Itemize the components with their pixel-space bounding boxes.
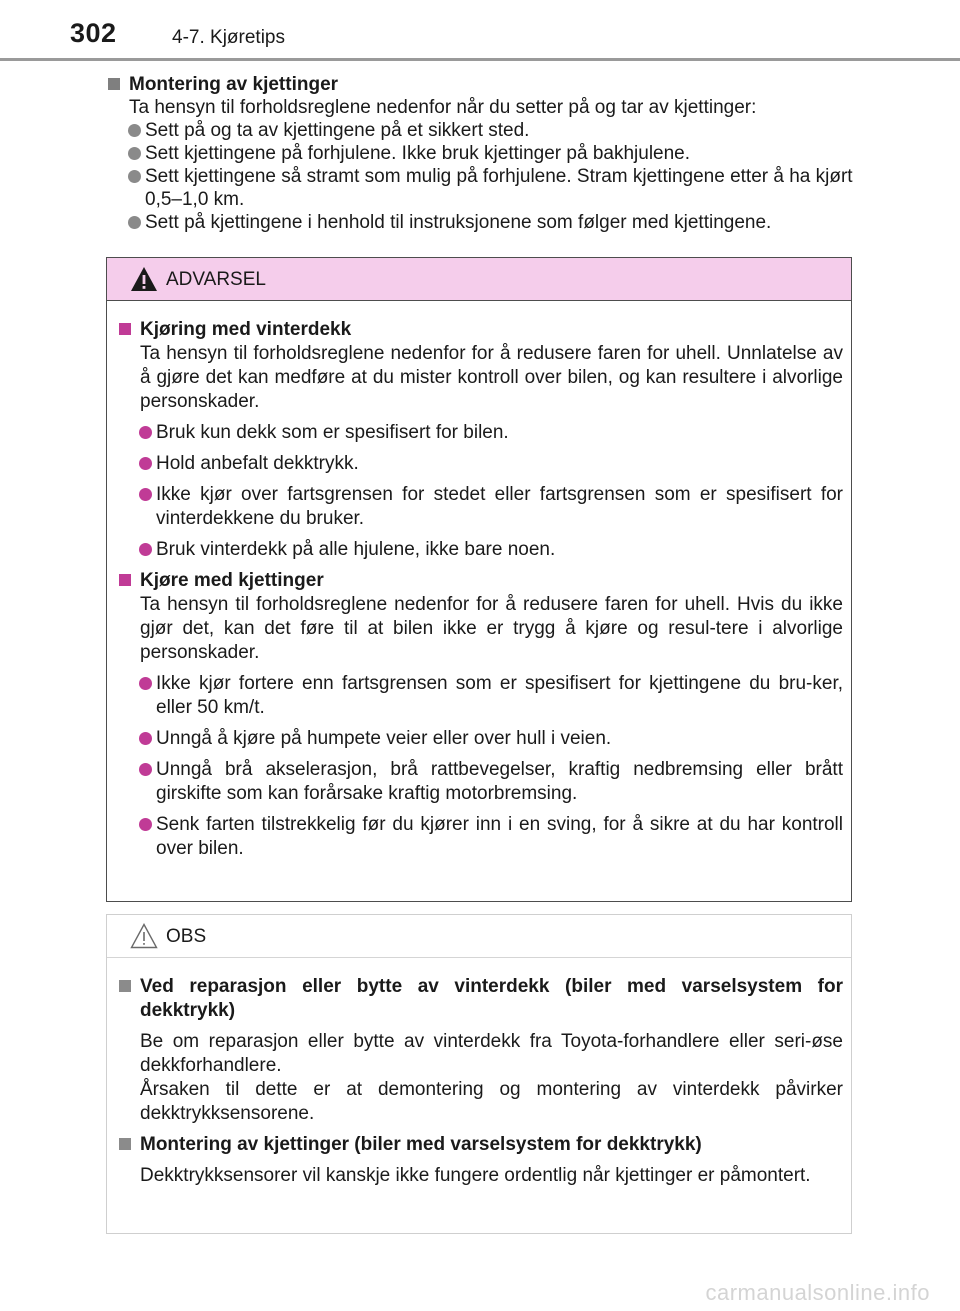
warning-bullet: Ikke kjør fortere enn fartsgrensen som er spesifisert for kjettingene du bru-ker, eller 50 km/t. <box>119 672 843 720</box>
intro-bullet: Sett på kjettingene i henhold til instruksjonene som følger med kjettingene. <box>108 211 853 234</box>
square-bullet-icon <box>108 78 120 90</box>
caution-triangle-outline-icon <box>130 923 158 949</box>
square-bullet-icon <box>119 980 131 992</box>
warning-header <box>107 258 851 301</box>
warning-triangle-icon <box>130 266 158 292</box>
square-bullet-icon <box>119 323 131 335</box>
notice-heading-chains: Montering av kjettinger (biler med varselsystem for dekktrykk) <box>119 1133 843 1157</box>
square-bullet-icon <box>119 574 131 586</box>
warning-bullet: Senk farten tilstrekkelig før du kjører inn i en sving, for å sikre at du har kontroll over bilen. <box>119 813 843 861</box>
page-header <box>0 0 960 60</box>
warning-label: ADVARSEL <box>166 269 266 290</box>
notice-header <box>107 915 851 958</box>
circle-bullet-icon <box>139 488 152 501</box>
circle-bullet-icon <box>139 457 152 470</box>
intro-bullet: Sett kjettingene på forhjulene. Ikke bruk kjettinger på bakhjulene. <box>108 142 853 165</box>
notice-box <box>106 914 852 1234</box>
notice-text-reason: Årsaken til dette er at demontering og montering av vinterdekk påvirker dekktrykksensorene. <box>140 1079 843 1124</box>
notice-content <box>119 975 843 1188</box>
header-rule <box>0 58 960 61</box>
notice-label: OBS <box>166 926 207 947</box>
intro-bullet: Sett på og ta av kjettingene på et sikkert sted. <box>108 119 853 142</box>
notice-text-chains: Dekktrykksensorer vil kanskje ikke fungere ordentlig når kjettinger er påmontert. <box>140 1165 811 1186</box>
intro-section <box>108 73 853 234</box>
intro-heading: Montering av kjettinger <box>108 73 853 96</box>
notice-heading-repair: Ved reparasjon eller bytte av vinterdekk (biler med varselsystem for dekktrykk) <box>119 975 843 1023</box>
circle-bullet-icon <box>139 732 152 745</box>
warning-heading-winter: Kjøring med vinterdekk <box>119 318 843 342</box>
circle-bullet-icon <box>139 677 152 690</box>
page-number: 302 <box>70 18 117 48</box>
circle-bullet-icon <box>128 216 141 229</box>
warning-text-winter: Ta hensyn til forholdsreglene nedenfor for å redusere faren for uhell. Unnlatelse av å gjøre det kan medføre at du mister kontroll over bilen, og kan resultere i alvorlige personskader. <box>140 343 843 412</box>
section-title: 4-7. Kjøretips <box>172 27 285 48</box>
circle-bullet-icon <box>139 426 152 439</box>
circle-bullet-icon <box>128 124 141 137</box>
warning-bullet: Hold anbefalt dekktrykk. <box>119 452 843 476</box>
square-bullet-icon <box>119 1138 131 1150</box>
warning-content <box>119 318 843 861</box>
warning-bullet: Ikke kjør over fartsgrensen for stedet eller fartsgrensen som er spesifisert for vinterdekkene du bruker. <box>119 483 843 531</box>
intro-text: Ta hensyn til forholdsreglene nedenfor når du setter på og tar av kjettinger: <box>129 97 757 118</box>
warning-bullet: Unngå brå akselerasjon, brå rattbevegelser, kraftig nedbremsing eller brått girskifte som kan forårsake kraftig motorbremsing. <box>119 758 843 806</box>
warning-heading-chains: Kjøre med kjettinger <box>119 569 843 593</box>
notice-text-repair: Be om reparasjon eller bytte av vinterdekk fra Toyota-forhandlere eller seri-øse dekkforhandlere. <box>140 1031 843 1076</box>
circle-bullet-icon <box>128 147 141 160</box>
warning-bullet: Bruk kun dekk som er spesifisert for bilen. <box>119 421 843 445</box>
circle-bullet-icon <box>128 170 141 183</box>
circle-bullet-icon <box>139 763 152 776</box>
warning-box <box>106 257 852 902</box>
intro-bullet: Sett kjettingene så stramt som mulig på forhjulene. Stram kjettingene etter å ha kjørt 0,5–1,0 km. <box>108 165 853 211</box>
circle-bullet-icon <box>139 543 152 556</box>
warning-text-chains: Ta hensyn til forholdsreglene nedenfor for å redusere faren for uhell. Hvis du ikke gjør det, kan det føre til at bilen ikke er trygg å kjøre og resul-tere i alvorlige personskader. <box>140 594 843 663</box>
warning-bullet: Bruk vinterdekk på alle hjulene, ikke bare noen. <box>119 538 843 562</box>
warning-bullet: Unngå å kjøre på humpete veier eller over hull i veien. <box>119 727 843 751</box>
watermark: carmanualsonline.info <box>705 1280 930 1305</box>
circle-bullet-icon <box>139 818 152 831</box>
